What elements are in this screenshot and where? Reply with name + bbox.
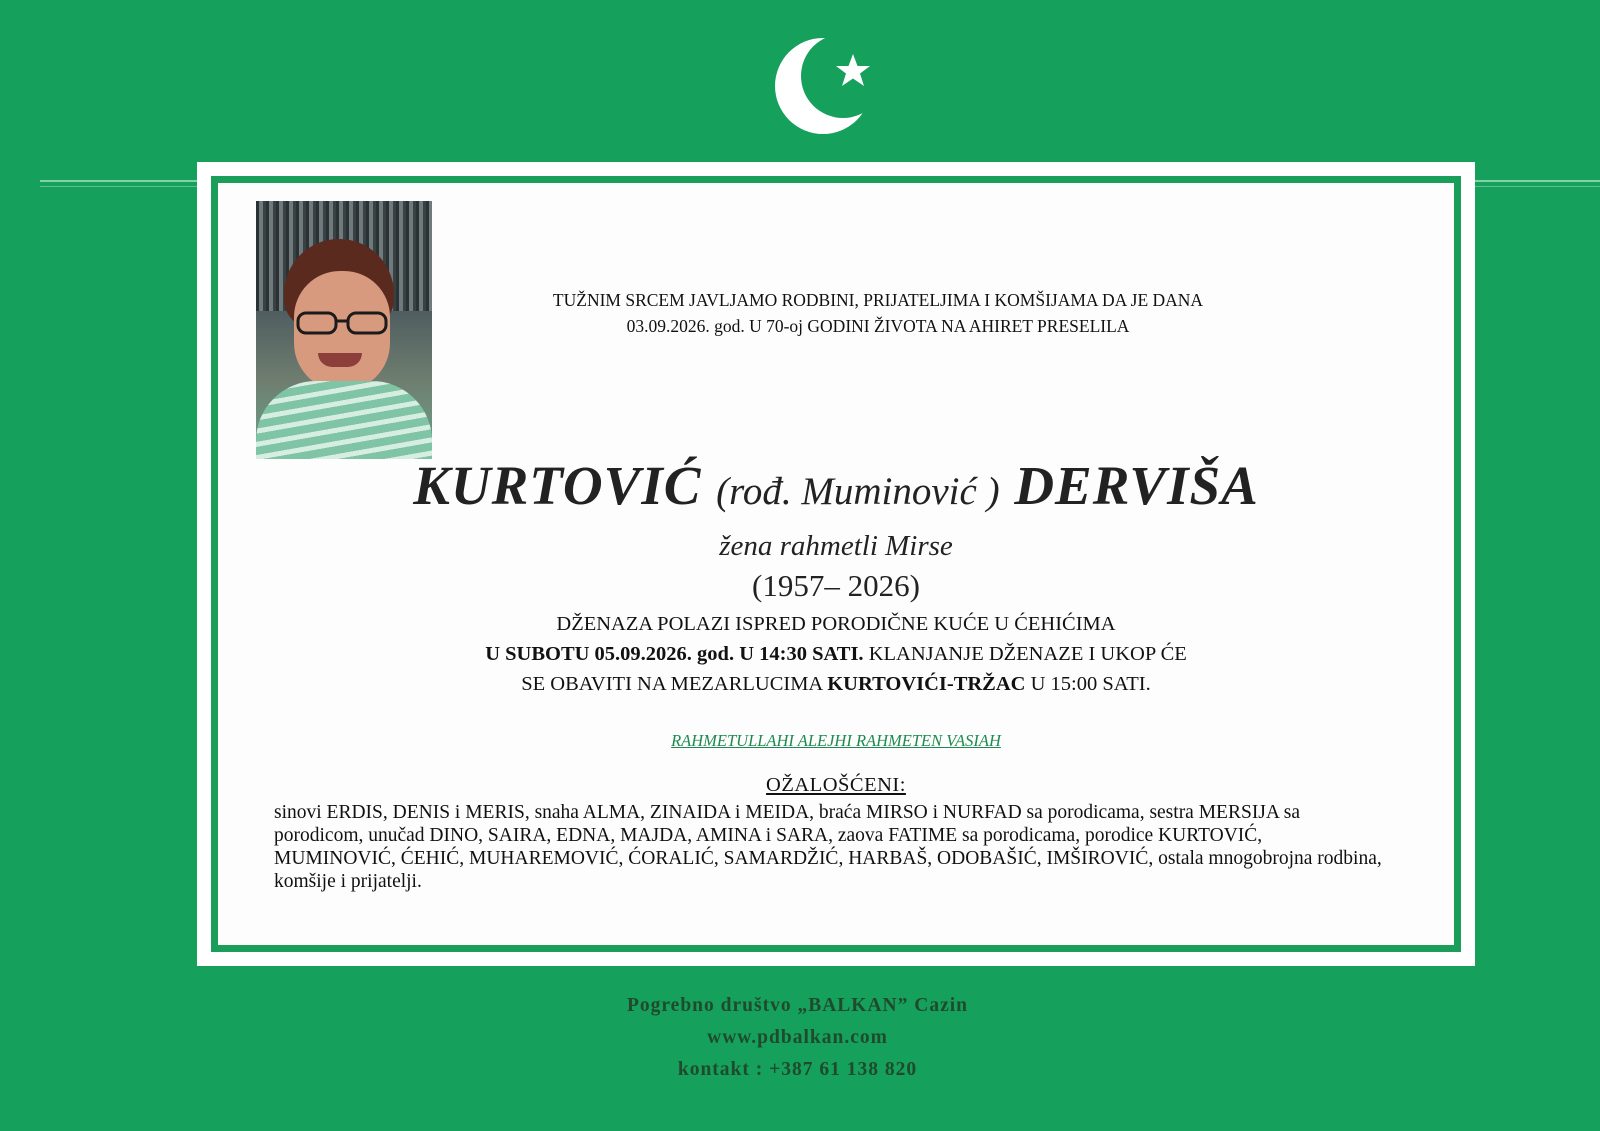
funeral-line-1: DŽENAZA POLAZI ISPRED PORODIČNE KUĆE U ĆEHIĆIMA <box>556 613 1116 635</box>
funeral-date-time: U SUBOTU 05.09.2026. god. U 14:30 SATI. <box>485 643 864 665</box>
deceased-subtitle: žena rahmetli Mirse <box>719 530 953 562</box>
mourners-list: sinovi ERDIS, DENIS i MERIS, snaha ALMA, ZINAIDA i MEIDA, braća MIRSO i NURFAD sa porodicama, sestra MERSIJA sa porodicom, unučad DINO, SAIRA, EDNA, MAJDA, AMINA i SARA, zaova FATIME sa porodicama, porodice KURTOVIĆ, MUMINOVIĆ, ĆEHIĆ, MUHAREMOVIĆ, ĆORALIĆ, SAMARDŽIĆ, HARBAŠ, ODOBAŠIĆ, IMŠIROVIĆ, ostala mnogobrojna rodbina, komšije i prijatelji. <box>274 802 1382 892</box>
prayer-text: RAHMETULLAHI ALEJHI RAHMETEN VASIAH <box>671 731 1001 750</box>
intro-line-1: TUŽNIM SRCEM JAVLJAMO RODBINI, PRIJATELJIMA I KOMŠIJAMA DA JE DANA <box>552 290 1204 310</box>
funeral-line-3-start: SE OBAVITI NA MEZARLUCIMA <box>521 673 828 695</box>
maiden-name: (rođ. Muminović ) <box>716 470 1000 513</box>
deceased-name <box>218 453 1454 525</box>
obituary-card <box>197 162 1475 966</box>
mourners-title: OŽALOŠĆENI: <box>766 774 906 796</box>
funeral-line-3-end: U 15:00 SATI. <box>1025 673 1151 695</box>
cemetery-name: KURTOVIĆI-TRŽAC <box>827 673 1026 695</box>
crescent-star-icon <box>775 30 905 140</box>
deceased-photo <box>256 201 432 459</box>
intro-line-2: 03.09.2026. god. U 70-oj GODINI ŽIVOTA NA AHIRET PRESELILA <box>626 316 1130 336</box>
funeral-home-website: www.pdbalkan.com <box>707 1027 888 1048</box>
funeral-home-footer <box>0 990 1595 1086</box>
funeral-line-2: KLANJANJE DŽENAZE I UKOP ĆE <box>863 643 1187 665</box>
announcement-intro <box>448 287 1308 339</box>
obituary-card-border <box>211 176 1461 952</box>
funeral-home-contact: kontakt : +387 61 138 820 <box>677 1059 918 1080</box>
first-name: DERVIŠA <box>1014 455 1259 516</box>
life-years: (1957– 2026) <box>752 568 920 603</box>
funeral-details <box>218 609 1454 699</box>
funeral-home-name: Pogrebno društvo „BALKAN” Cazin <box>626 995 969 1016</box>
surname: KURTOVIĆ <box>413 455 702 516</box>
